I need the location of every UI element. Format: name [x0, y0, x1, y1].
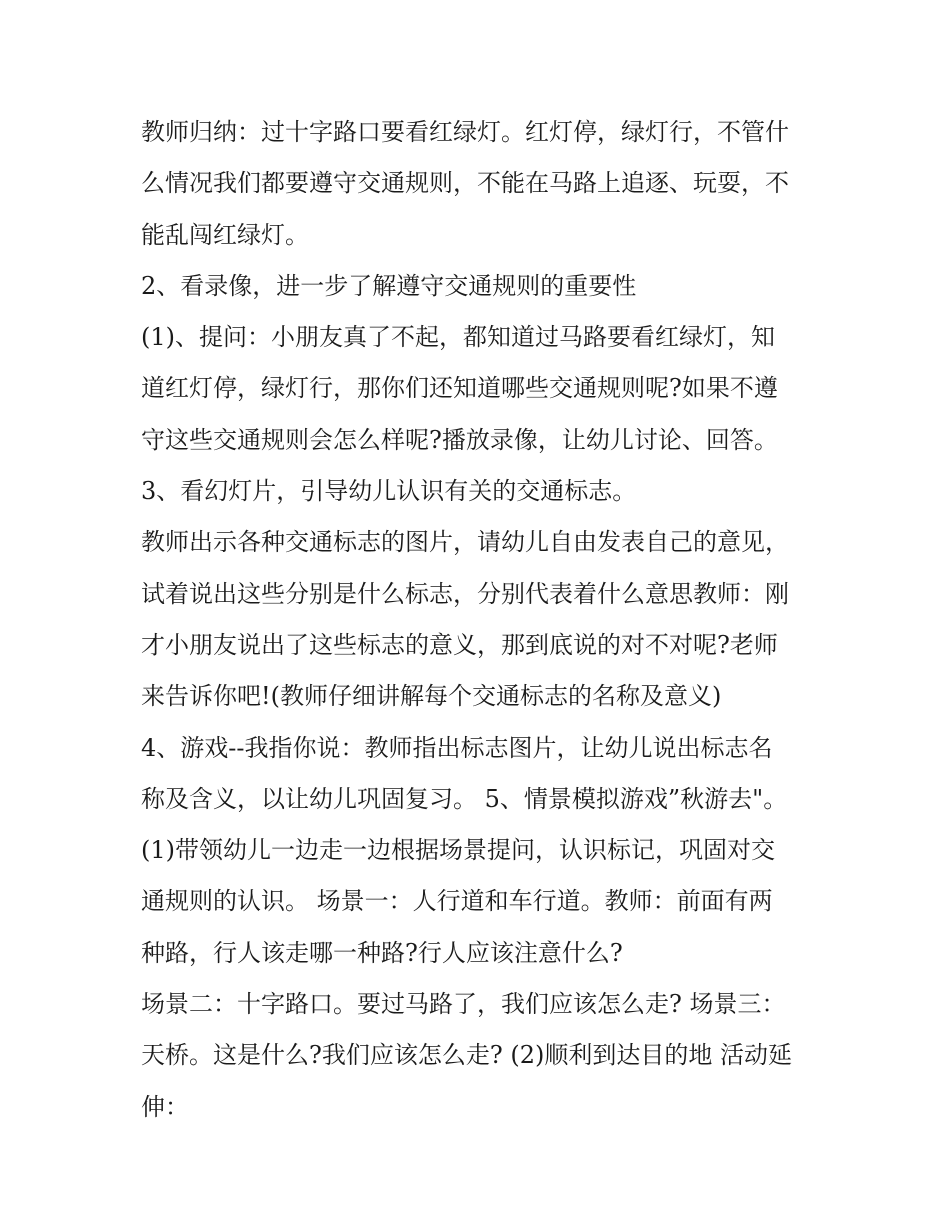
text-line: 通规则的认识。 场景一：人行道和车行道。教师：前面有两 [141, 887, 773, 916]
text-line: 来告诉你吧!(教师仔细讲解每个交通标志的名称及意义) [141, 682, 722, 711]
text-line: 种路，行人该走哪一种路?行人应该注意什么? [141, 938, 623, 967]
text-line: 才小朋友说出了这些标志的意义，那到底说的对不对呢?老师 [141, 630, 778, 659]
section-heading: 2、看录像，进一步了解遵守交通规则的重要性 [141, 271, 637, 300]
text-line: 伸： [141, 1092, 189, 1121]
text-line: 试着说出这些分别是什么标志，分别代表着什么意思教师：刚 [141, 579, 789, 608]
section-heading: 3、看幻灯片，引导幼儿认识有关的交通标志。 [141, 477, 637, 506]
text-line: 守这些交通规则会怎么样呢?播放录像，让幼儿讨论、回答。 [141, 425, 778, 454]
text-line: 么情况我们都要遵守交通规则，不能在马路上追逐、玩耍，不 [141, 169, 789, 198]
text-line: 教师出示各种交通标志的图片，请幼儿自由发表自己的意见， [141, 528, 789, 557]
text-line: 称及含义，以让幼儿巩固复习。 5、情景模拟游戏”秋游去"。 [141, 784, 788, 813]
section-heading: 4、游戏--我指你说：教师指出标志图片，让幼儿说出标志名 [141, 733, 773, 762]
text-line: 教师归纳：过十字路口要看红绿灯。红灯停，绿灯行，不管什 [141, 118, 789, 146]
document-body [141, 107, 821, 1133]
text-line: (1)、提问：小朋友真了不起，都知道过马路要看红绿灯，知 [141, 323, 775, 352]
text-line: 场景二：十字路口。要过马路了，我们应该怎么走? 场景三： [141, 990, 786, 1019]
text-line: 天桥。这是什么?我们应该怎么走? (2)顺利到达目的地 活动延 [141, 1041, 792, 1070]
text-line: 道红灯停，绿灯行，那你们还知道哪些交通规则呢?如果不遵 [141, 374, 778, 403]
text-line: (1)带领幼儿一边走一边根据场景提问，认识标记，巩固对交 [141, 836, 775, 865]
text-line: 能乱闯红绿灯。 [141, 220, 309, 249]
